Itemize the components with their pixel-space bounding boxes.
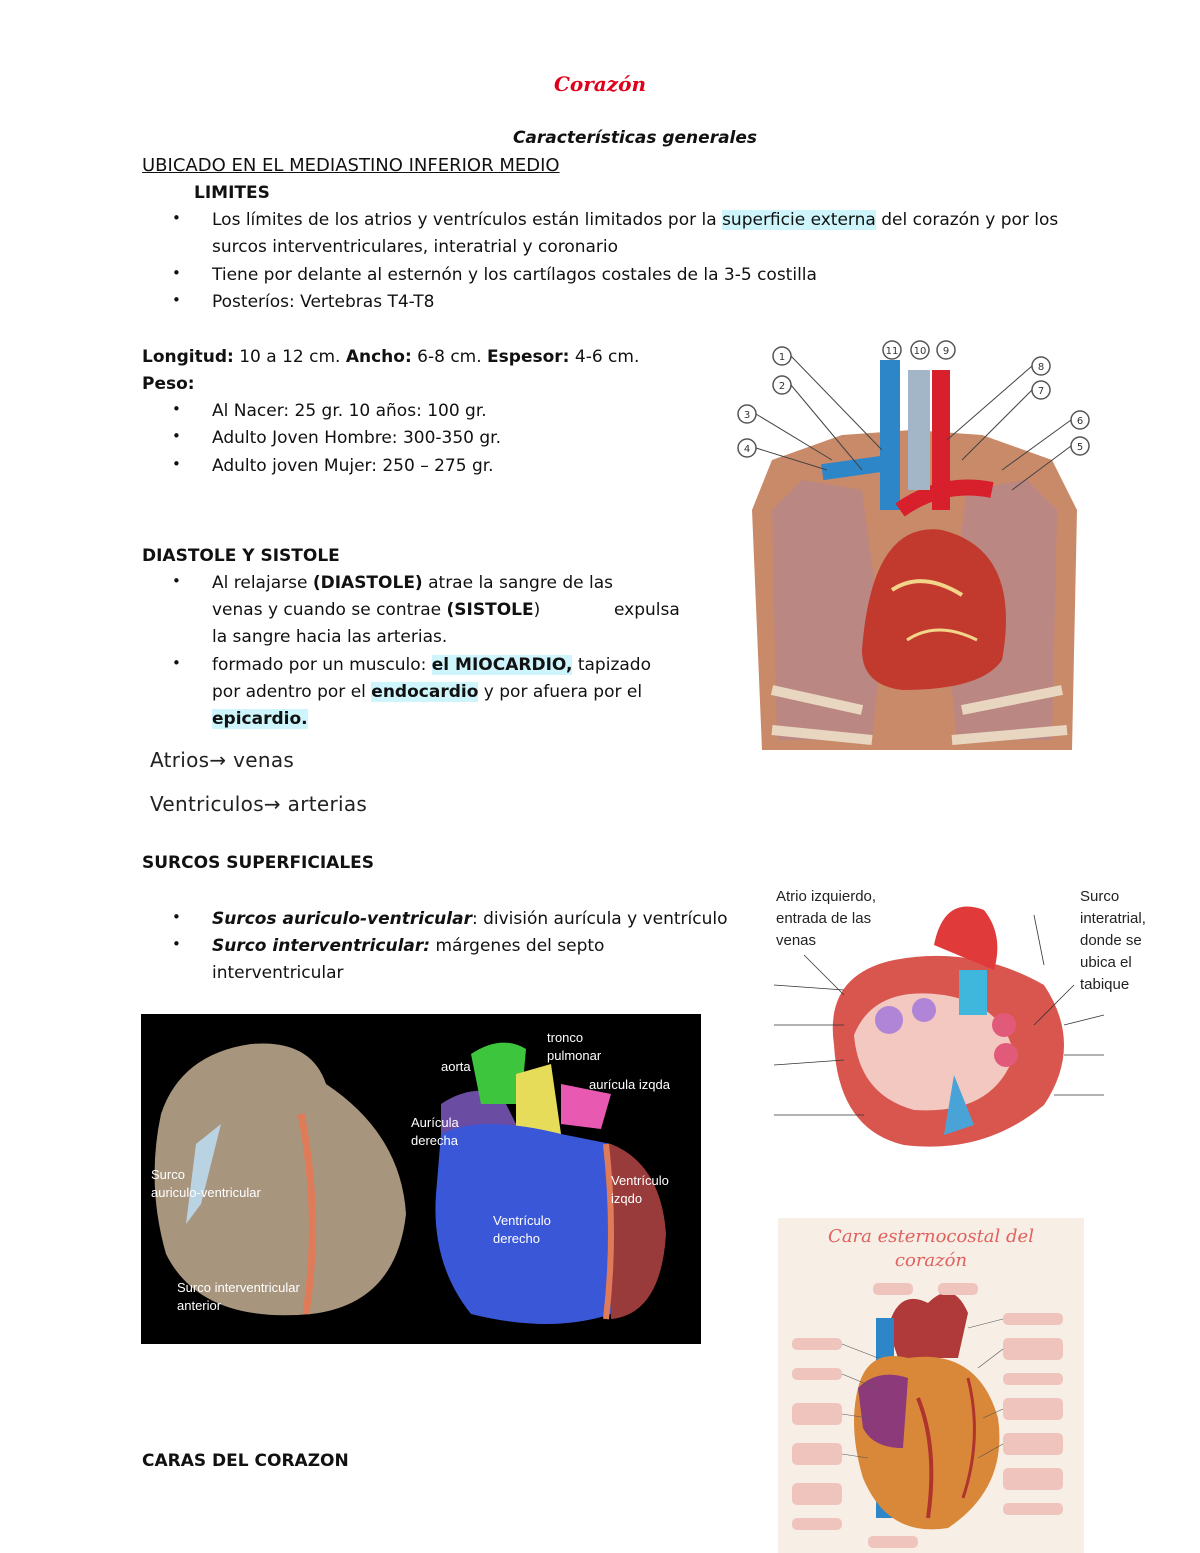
highlight-superficie: superficie externa — [722, 210, 876, 230]
label-surco-av-2: auriculo-ventricular — [151, 1185, 261, 1200]
bullet-icon: • — [172, 427, 181, 445]
thorax-illustration — [732, 340, 1092, 776]
label-surco-5: tabique — [1080, 976, 1130, 993]
bullet-icon: • — [172, 209, 181, 227]
arrow-right-icon: → — [209, 748, 227, 772]
grooves-item-2-line2: interventricular — [212, 963, 344, 983]
limits-heading: LIMITES — [194, 183, 270, 203]
diastole-item-1-line3: la sangre hacia las arterias. — [212, 627, 448, 647]
label-pulmonar: pulmonar — [547, 1048, 602, 1063]
bullet-icon: • — [172, 935, 181, 953]
note-atrios: Atrios→ venas — [150, 748, 295, 772]
limits-item-1: Los límites de los atrios y ventrículos están limitados por la superficie externa del corazón y por los — [212, 210, 1059, 230]
page-title: Corazón — [554, 72, 646, 96]
highlight-epicardio: epicardio. — [212, 709, 308, 729]
diastole-item-1: Al relajarse (DIASTOLE) atrae la sangre de las — [212, 573, 613, 593]
grooves-item-2: Surco interventricular: márgenes del septo — [212, 936, 605, 956]
heart-model-illustration — [141, 1014, 701, 1344]
label-10: 10 — [913, 346, 927, 357]
grooves-heading: SURCOS SUPERFICIALES — [142, 853, 375, 873]
diastole-item-2-line2: por adentro por el endocardio y por afuera por el — [212, 682, 643, 702]
limits-item-3: Posteríos: Vertebras T4-T8 — [212, 292, 435, 312]
label-atrio-izq-2: entrada de las — [776, 910, 872, 927]
posterior-heart-illustration — [744, 875, 1154, 1165]
weight-heading: Peso: — [142, 374, 195, 394]
label-6: 6 — [1076, 416, 1084, 427]
bullet-icon: • — [172, 264, 181, 282]
label-surco-1: Surco — [1080, 888, 1120, 905]
arrow-right-icon: → — [263, 792, 281, 816]
limits-item-2: Tiene por delante al esternón y los cartílagos costales de la 3-5 costilla — [212, 265, 817, 285]
highlight-endocardio: endocardio — [371, 682, 479, 702]
label-4: 4 — [743, 444, 751, 455]
sterno-title-1: Cara esternocostal del — [828, 1226, 1034, 1247]
figure-thorax — [732, 340, 1092, 776]
label-surco-4: ubica el — [1080, 954, 1132, 971]
page-subtitle: Características generales — [512, 128, 758, 148]
faces-heading: CARAS DEL CORAZON — [142, 1451, 349, 1471]
label-vent-izq-1: Ventrículo — [611, 1173, 669, 1188]
sterno-title-2: corazón — [894, 1250, 968, 1271]
bullet-icon: • — [172, 908, 181, 926]
label-aorta: aorta — [441, 1059, 471, 1074]
figure-heart-model — [141, 1014, 701, 1344]
highlight-miocardio: el MIOCARDIO, — [431, 655, 573, 675]
label-11: 11 — [885, 346, 899, 357]
location-line: UBICADO EN EL MEDIASTINO INFERIOR MEDIO — [142, 155, 560, 176]
label-atrio-izq-1: Atrio izquierdo, — [776, 888, 877, 905]
sternocostal-illustration — [778, 1218, 1084, 1553]
figure-posterior-heart — [744, 875, 1154, 1165]
bullet-icon: • — [172, 400, 181, 418]
label-3: 3 — [743, 410, 751, 421]
label-atrio-izq-3: venas — [776, 932, 817, 949]
weight-item: Adulto Joven Hombre: 300-350 gr. — [212, 428, 501, 448]
grooves-item-1: Surcos auriculo-ventricular: división aurícula y ventrículo — [212, 909, 728, 929]
label-9: 9 — [942, 346, 950, 357]
label-1: 1 — [778, 352, 786, 363]
weight-item: Adulto joven Mujer: 250 – 275 gr. — [212, 456, 494, 476]
label-2: 2 — [778, 381, 786, 392]
diastole-item-1-line2: venas y cuando se contrae (SISTOLE) — [212, 600, 541, 620]
weight-item: Al Nacer: 25 gr. 10 años: 100 gr. — [212, 401, 487, 421]
measures-line: Longitud: 10 a 12 cm. Ancho: 6-8 cm. Espesor: 4-6 cm. — [142, 347, 640, 367]
bullet-icon: • — [172, 654, 181, 672]
label-surco-iv-2: anterior — [177, 1298, 222, 1313]
bullet-icon: • — [172, 291, 181, 309]
label-surco-3: donde se — [1080, 932, 1142, 949]
label-surco-iv-1: Surco interventricular — [177, 1280, 300, 1295]
limits-item-1-line2: surcos interventriculares, interatrial y coronario — [212, 237, 619, 257]
diastole-item-2-line3 — [212, 706, 308, 733]
label-vent-der-1: Ventrículo — [493, 1213, 551, 1228]
label-vent-izq-2: izqdo — [611, 1191, 643, 1206]
label-tronco: tronco — [547, 1030, 584, 1045]
label-auricula-der-1: Aurícula — [411, 1115, 459, 1130]
label-surco-2: interatrial, — [1080, 910, 1146, 927]
diastole-item-1-expulsa: expulsa — [614, 600, 680, 620]
label-auricula-der-2: derecha — [411, 1133, 458, 1148]
label-8: 8 — [1037, 362, 1045, 373]
label-surco-av-1: Surco — [151, 1167, 185, 1182]
note-ventriculos: Ventriculos→ arterias — [150, 792, 368, 816]
label-vent-der-2: derecho — [493, 1231, 540, 1246]
label-7: 7 — [1037, 386, 1045, 397]
label-auricula-izq: aurícula izqda — [589, 1077, 670, 1092]
bullet-icon: • — [172, 455, 181, 473]
diastole-item-2: formado por un musculo: el MIOCARDIO, tapizado — [212, 655, 651, 675]
label-5: 5 — [1076, 442, 1084, 453]
diastole-heading: DIASTOLE Y SISTOLE — [142, 546, 340, 566]
bullet-icon: • — [172, 572, 181, 590]
figure-sternocostal — [778, 1218, 1084, 1553]
